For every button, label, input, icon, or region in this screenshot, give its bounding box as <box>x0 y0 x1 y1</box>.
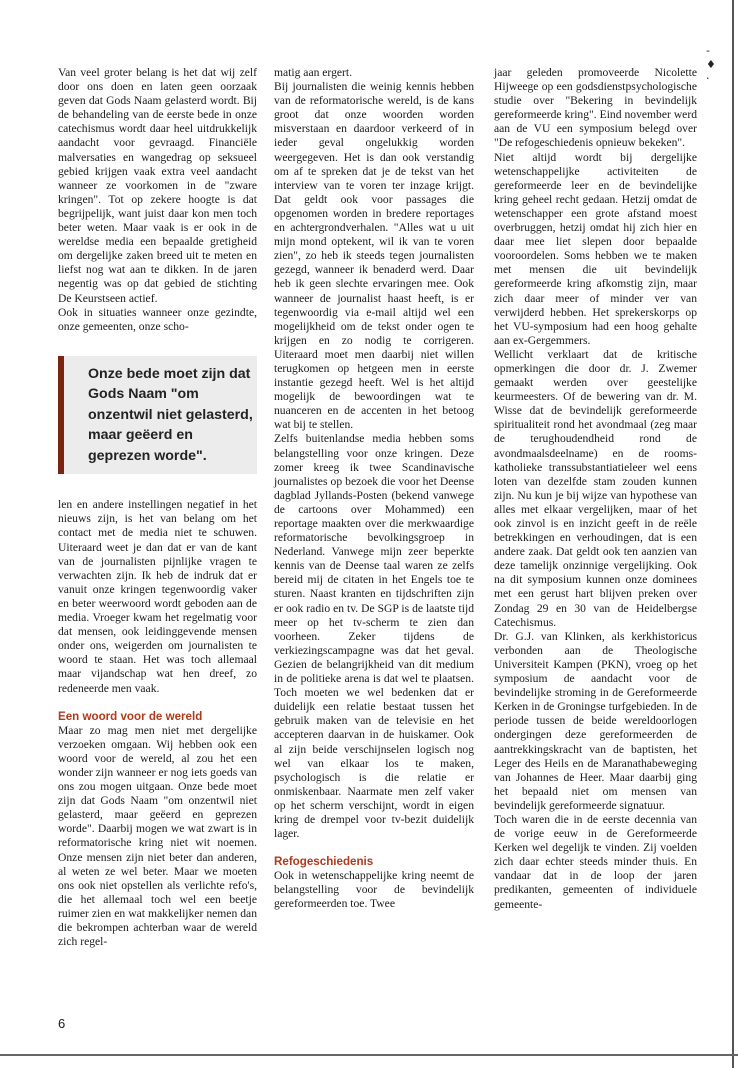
column-1 <box>58 66 257 949</box>
pull-quote-text: Onze bede moet zijn dat Gods Naam "om onzentwil niet gelasterd, maar geëerd en geprezen worde". <box>88 365 253 464</box>
paragraph: Toch waren die in de eerste decennia van de vorige eeuw in de Gereformeerde Kerken wel degelijk te vinden. Zij voelden zich daar echter steeds minder thuis. En vandaar dat in de loop der jaren predikanten, gemeenten of individuele gemeente- <box>494 812 697 911</box>
paragraph: Van veel groter belang is het dat wij zelf door ons doen en laten geen oorzaak geven dat Gods Naam gelasterd wordt. Bij de behandeling van de eerste bede in onze catechismus wordt daar heel uitdrukkelijk aandacht voor gevraagd. Financiële malversaties en wangedrag op seksueel gebied krijgen vaak extra veel aandacht wanneer ze voorkomen in de "zware kringen". Tot op zekere hoogte is dat begrijpelijk, want juist daar kon men toch beter weten. Maar vaak is er ook in de wereldse media een bepaalde gretigheid om dergelijke zaken breed uit te meten en liefst nog wat aan te dikken. In de jaren negentig was op dat gebied de stichting De Keurstseen actief. <box>58 66 257 305</box>
section-heading: Refogeschiedenis <box>274 855 374 869</box>
quote-bar <box>58 356 64 475</box>
paragraph: jaar geleden promoveerde Nicolette Hijweege op een godsdienstpsychologische studie over "Bekering in bevindelijk gereformeerde kring". Eind november werd aan de VU een symposium belegd over "De refogeschiedenis opnieuw bekeken". <box>494 66 697 150</box>
pull-quote <box>58 356 257 475</box>
paragraph: matig aan ergert. <box>274 66 353 79</box>
paragraph: Ook in situaties wanneer onze gezindte, onze gemeenten, onze scho- <box>58 305 257 333</box>
page-number: 6 <box>58 1016 66 1031</box>
column-3 <box>494 66 697 912</box>
paragraph: Bij journalisten die weinig kennis hebben van de reformatorische wereld, is de kans groot dat onze woorden worden misverstaan en daardoor verkeerd of in ieder geval ongelukkig worden weergegeven. Het is dan ook verstandig om af te spreken dat je de tekst van het interview van te voren ter inzage krijgt. Dat geldt ook voor passages die opgenomen worden in bredere reportages en achtergrondverhalen. "Alles wat u uit mijn mond optekent, wil ik van te voren zien", zo heb ik steeds tegen journalisten gezegd, wanneer ik benaderd werd. Daar heb ik geen slechte ervaringen mee. Ook wanneer de journalist haast heeft, is er tegenwoordig via e-mail altijd wel een mogelijkheid om de tekst onder ogen te krijgen en zo nodig te corrigeren. Uiteraard moet men daarbij niet willen terugkomen op hetgeen men in eerste instantie gezegd heeft. Wel is het altijd mogelijk de bewoordingen wat te nuanceren en de accenten in het betoog wat bij te stellen. <box>274 80 474 432</box>
paragraph: Maar zo mag men niet met dergelijke verzoeken omgaan. Wij hebben ook een woord voor de wereld, al zou het een wonder zijn wanneer er nog iets goeds van ons zou mogen uitgaan. Onze bede moet zijn dat Gods Naam "om onzentwil niet gelasterd, maar geëerd en geprezen worde". Daarbij mogen we wat zwart is in reformatorische kring niet wit noemen. Onze mensen zijn niet beter dan anderen, al weten ze wel beter. Maar we moeten ons ook niet opstellen als verlichte refo's, die het allemaal toch wel een beetje ruimer zien en wat makkelijker nemen dan die bekrompen achterban waar de wereld zich regel- <box>58 723 257 949</box>
page-edge-bottom <box>0 1054 738 1056</box>
paragraph: Ook in wetenschappelijke kring neemt de belangstelling voor de bevindelijk gereformeerden toe. Twee <box>274 869 474 911</box>
paragraph: Niet altijd wordt bij dergelijke wetenschappelijke activiteiten de gereformeerde leer en de bevindelijke kring geheel recht gedaan. Hetzij omdat de wetenschapper een grote afstand moest overbruggen, hetzij omdat hij zich hier en daar mee liet slepen door bepaalde vooroordelen. Soms hebben we te maken met mensen die uit bevindelijk gereformeerde kring afkomstig zijn, maar zich daar meer of minder ver van verwijderd hebben. Het sprekerskorps op het VU-symposium had een hoog gehalte aan ex-Gergemmers. <box>494 150 697 347</box>
paragraph: Zelfs buitenlandse media hebben soms belangstelling voor onze kringen. Deze zomer kreeg ik twee Scandinavische journalistes op bezoek die voor het Deense dagblad Jyllands-Posten (bekend vanwege de cartoons over Mohammed) een reportage maakten over die merkwaardige reformatorische bevolkingsgroep in Nederland. Vanwege mijn zeer beperkte kennis van de Deense taal waren ze zelfs bereid mij de citaten in het Engels toe te sturen. Naast kranten en tijdschriften zijn er ook radio en tv. De SGP is de laatste tijd meer op het tv-scherm te zien dan voorheen. Zeker tijdens de verkiezingscampagne was dat het geval. Gezien de belangrijkheid van dit medium in de politieke arena is dat wel te plaatsen. Toch moeten we wel bedenken dat er duidelijk een relatie bestaat tussen het gebruik maken van de televisie en het accepteren daarvan in de huiskamer. Ook al zijn beide verschijnselen logisch nog wel van elkaar los te maken, psychologisch is die relatie er onmiskenbaar. Naarmate men zelf vaker op het scherm verschijnt, wordt in eigen kring de drempel voor tv-bezit duidelijk lager. <box>274 432 474 841</box>
section-heading: Een woord voor de wereld <box>58 709 203 723</box>
margin-marks: - ♦ · <box>706 44 716 85</box>
paragraph: len en andere instellingen negatief in het nieuws zijn, is het van belang om het contact met de media niet te schuwen. Uiteraard weet je dan dat er van de kant van de journalisten pijnlijke vragen te verwachten zijn. Ik heb de indruk dat er vanuit onze kringen tegenwoordig vaker en beter weerwoord wordt geboden aan de media. Vroeger kwam het regelmatig voor dat mensen, ook leidinggevende mensen onder ons, weigerden om journalisten te woord te staan. Het was toch allemaal maar vijandschap wat hen dreef, zo redeneerde men vaak. <box>58 498 257 695</box>
column-2 <box>274 66 474 912</box>
page-edge-right <box>732 0 734 1068</box>
paragraph: Wellicht verklaart dat de kritische opmerkingen die door dr. J. Zwemer gemaakt werden over geestelijke keurmeesters. Of de bewering van dr. M. Wisse dat de bevindelijk gereformeerde spiritualiteit rond het avondmaal (zeg maar de terughoudendheid rond de avondmaalsdeelname) en de rooms-katholieke transsubstantiatieleer wel eens loten van dezelfde stam zouden kunnen zijn. Nu kun je bij wijze van hypothese van alles met elkaar vergelijken, maar of het ook zinvol is en inzicht geeft in de reële betrekkingen en verhoudingen, dat is een andere zaak. Dat geldt ook ten aanzien van deze tamelijk onzinnige vergelijking. Ook na dit symposium kunnen onze dominees met een gerust hart blijven preken over Zondag 29 en 30 van de Heidelbergse Catechismus. <box>494 347 697 629</box>
paragraph: Dr. G.J. van Klinken, als kerkhistoricus verbonden aan de Theologische Universiteit Kampen (PKN), vroeg op het symposium de aandacht voor de bevindelijke stroming in de Gereformeerde Kerken in de Groningse turfgebieden. In de periode tussen de beide wereldoorlogen ondergingen deze gereformeerden de aantrekkingskracht van de baptisten, het Leger des Heils en de Maranathabeweging van Johannes de Heer. Maar daarbij ging het bepaald niet om mensen van bevindelijk gereformeerde signatuur. <box>494 629 697 812</box>
